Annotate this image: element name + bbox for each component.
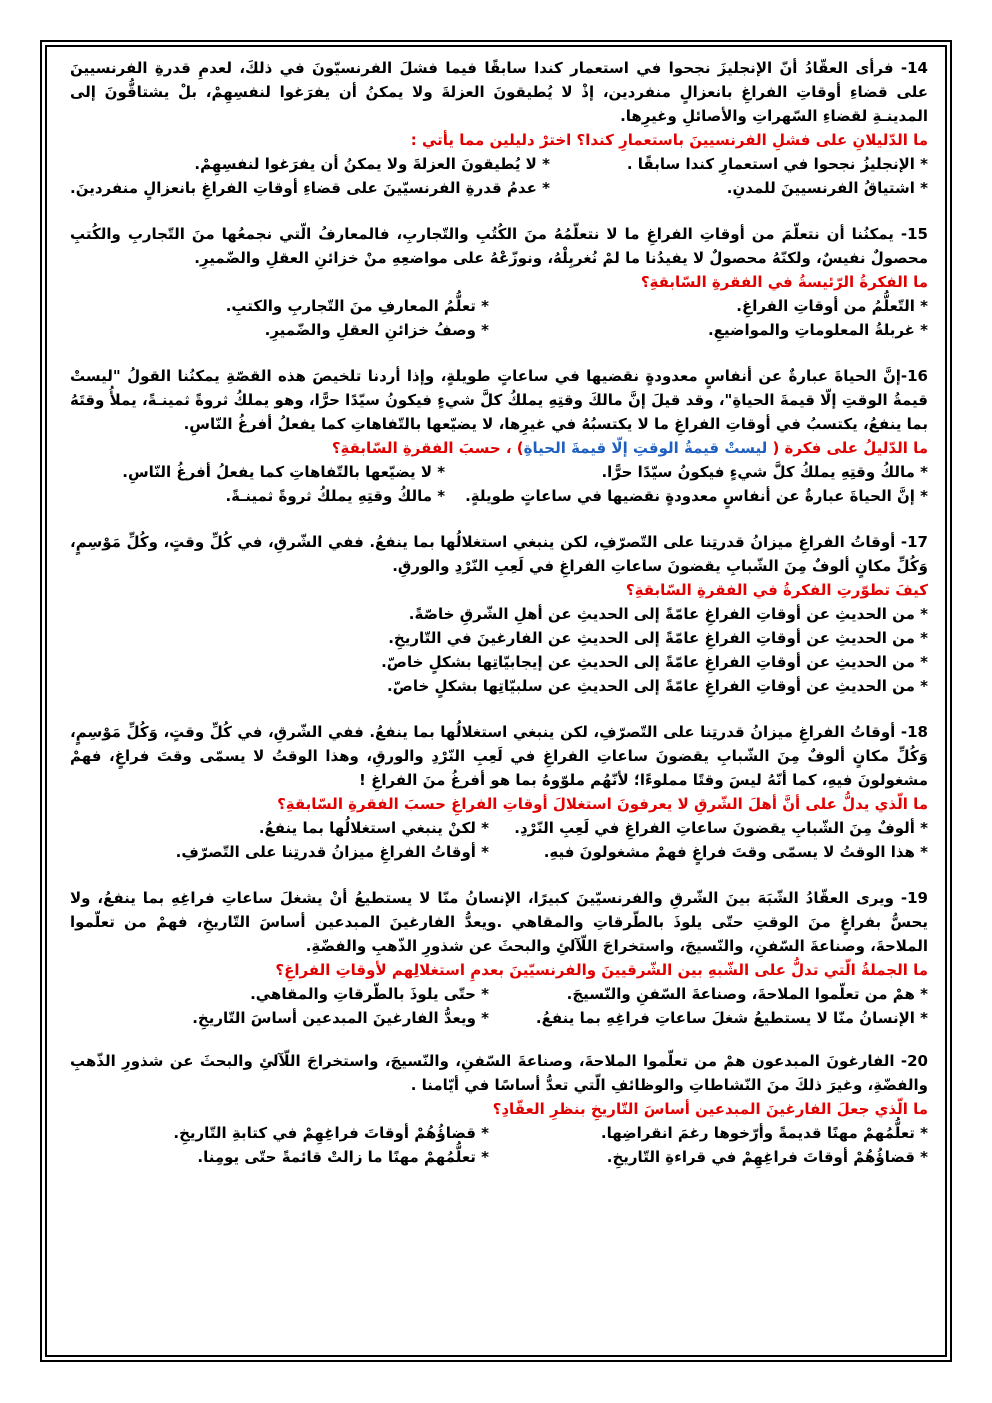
prompt-text: ما الجملةُ الّتي تدلُّ على الشّبهِ بين الشّرقيينَ والفرنسيّينَ بعدمِ استغلالِهم لأوقاتِ الفراغِ؟: [275, 961, 928, 979]
question-prompt: [70, 578, 928, 602]
answer-option[interactable]: * وصفُ خزائنِ العقلِ والضّميرِ.: [264, 321, 489, 339]
answer-option[interactable]: * الإنسانُ منّا لا يستطيعُ شغلَ ساعاتِ فراغِهِ بما ينفعُ.: [535, 1009, 928, 1027]
answer-option[interactable]: * التّعلُّمُ من أوقاتِ الفراغِ.: [736, 297, 928, 315]
prompt-text: ما الفكرةُ الرّئيسةُ في الفقرةِ السّابقةِ؟: [640, 273, 928, 291]
answer-option[interactable]: * مالكُ وقتِهِ يملكُ ثروةً ثمينـةً.: [225, 487, 446, 505]
answer-option[interactable]: * هذا الوقتُ لا يسمّى وقتَ فراغٍ فهمْ مشغولونَ فيهِ.: [543, 843, 928, 861]
question-16: [70, 364, 928, 508]
question-paragraph: 18- أوقاتُ الفراغِ ميزانُ قدرتِنا على التّصرّفِ، لكن ينبغي استغلالُها بما ينفعُ. ففي الشّرقِ، في كُلِّ وقتٍ، وَكُلِّ مَوْسِمٍ، وَكُلِّ مكانٍ ألوفٌ مِنَ الشّبابِ يقضونَ ساعاتِ الفراغِ في لَعِبِ النّرْدِ والورقِ، وهذا الوقتُ لا يسمّى وقتَ فراغٍ، فهمْ مشغولونَ فيهِ، كما أنّهُ ليسَ وقتًا مملوءًا؛ لأنّهُم ملوّوهُ بما هو أفرغُ منَ الفراغِ !: [70, 723, 928, 789]
question-paragraph: 19- ويرى العقّادُ الشّبَهَ بينَ الشّرقِ والفرنسيّينَ كبيرًا، الإنسانُ منّا لا يستطيعُ أنْ يشغلَ ساعاتِ فراغِهِ بما ينفعُ، ولا يحسُّ بفراغٍ منَ الوقتِ حتّى يلوذَ بالطّرقاتِ والمقاهي .ويعدُّ الفارغينَ المبدعين أساسَ التّاريخِ، فهمْ من تعلّموا الملاحةَ، وصناعةَ السّفنِ، والنّسيجَ، واستخراجَ اللّآلئِ والبحثَ عن شذورِ الذّهبِ والفضّةِ.: [70, 889, 928, 955]
answer-option[interactable]: * قضاؤُهُمْ أوقاتَ فراغِهِمْ في قراءةِ التّاريخِ.: [606, 1148, 928, 1166]
section-gap: [70, 698, 928, 720]
prompt-text: كيفَ تطوّرتِ الفكرةُ في الفقرةِ السّابقةِ؟: [625, 581, 928, 599]
answer-option[interactable]: * حتّى يلوذَ بالطّرقاتِ والمقاهي.: [250, 985, 489, 1003]
question-paragraph: 15- يمكنُنا أن نتعلّمَ من أوقاتِ الفراغِ ما لا نتعلّمُهُ منَ الكُتُبِ والتّجاربِ، فالمعارفُ الّتي نجمعُها منَ التّجاربِ والكُتبِ محصولٌ نفيسٌ، ولكنّهُ محصولٌ لا يفيدُنا ما لمْ نُغربِلْهُ، ونوزّعْهُ على مواضعِهِ منْ خزائنِ العقلِ والضّميرِ.: [70, 225, 928, 267]
question-prompt: [70, 958, 928, 982]
answer-option[interactable]: * همْ من تعلّموا الملاحةَ، وصناعةَ السّفنِ والنّسيجَ.: [566, 985, 928, 1003]
answer-option[interactable]: * قضاؤُهُمْ أوقاتَ فراغِهِمْ في كتابةِ التّاريخِ.: [173, 1124, 489, 1142]
answer-options: [70, 460, 928, 508]
answer-option[interactable]: * مالكُ وقتِهِ يملكُ كلَّ شيءٍ فيكونُ سيّدًا حرًّا.: [601, 463, 928, 481]
question-17: [70, 530, 928, 698]
question-prompt: [70, 270, 928, 294]
answer-option[interactable]: * تعلُّمُهمْ مهنًا ما زالتْ قائمةً حتّى يومِنا.: [197, 1148, 489, 1166]
question-paragraph: 16-إنَّ الحياةَ عبارةٌ عن أنفاسٍ معدودةٍ نقضيها في ساعاتٍ طويلةٍ، وإذا أردنا تلخيصَ هذه القصّةِ يمكنُنا القولُ "ليستْ قيمةُ الوقتِ إلّا قيمةَ الحياةِ"، وقد قيلَ إنَّ مالكَ وقتِهِ يملكُ كلَّ شيءٍ فيكونُ سيّدًا حرًّا، وهو يملكُ ثروةً ثمينـةً، يملأُ وقتَهُ بما ينفعُ، يكتسبُ في أوقاتِ الفراغِ ما لا يكتسبُهُ في غيرِها، لا يضيّعها بالتّفاهاتِ كما يفعلُ أفرغُ النّاسِ.: [70, 367, 928, 433]
answer-option[interactable]: * تعلُّمُهمْ مهنًا قديمةً وأرّخوها رغمَ انقراضِها.: [600, 1124, 928, 1142]
question-20: [70, 1049, 928, 1169]
answer-option[interactable]: * إنَّ الحياةَ عبارةٌ عن أنفاسٍ معدودةٍ نقضيها في ساعاتٍ طويلةٍ.: [465, 487, 928, 505]
question-paragraph: 17- أوقاتُ الفراغِ ميزانُ قدرتِنا على التّصرّفِ، لكن ينبغي استغلالُها بما ينفعُ. ففي الشّرقِ، في كُلِّ وقتٍ، وكُلِّ مَوْسِمٍ، وَكُلِّ مكانٍ ألوفٌ مِنَ الشّبابِ يقضونَ ساعاتِ الفراغِ في لَعِبِ النّرْدِ والورقِ.: [70, 533, 928, 575]
section-gap: [70, 342, 928, 364]
prompt-highlight: ليستْ قيمةُ الوقتِ إلّا قيمةَ الحياةِ: [523, 439, 773, 457]
answer-option[interactable]: * الإنجليزُ نجحوا في استعمارِ كندا سابقًا .: [626, 155, 928, 173]
section-gap: [70, 508, 928, 530]
answer-option[interactable]: * اشتياقُ الفرنسيينَ للمدنِ.: [726, 179, 928, 197]
prompt-tail: ) ، حسبَ الفقرةِ السّابقةِ؟: [331, 439, 524, 457]
answer-options: [70, 602, 928, 698]
answer-option[interactable]: * من الحديثِ عن أوقاتِ الفراغِ عامّةً إلى الحديثِ عن إيجابيّاتِها بشكلٍ خاصّ.: [381, 653, 928, 671]
question-paragraph: 20- الفارغونَ المبدعون همْ من تعلّموا الملاحةَ، وصناعةَ السّفنِ، والنّسيجَ، واستخراجَ اللّآلئِ والبحثَ عن شذورِ الذّهبِ والفضّةِ، وغيرَ ذلكَ منَ النّشاطاتِ والوظائفِ الّتي تعدُّ أساسًا في أيّامنا .: [70, 1052, 928, 1094]
answer-option[interactable]: * عدمُ قدرةِ الفرنسيّينَ على قضاءِ أوقاتِ الفراغِ بانعزالٍ منفردينَ.: [70, 179, 550, 197]
question-prompt: [70, 128, 928, 152]
answer-option[interactable]: * ويعدُّ الفارغينَ المبدعين أساسَ التّاريخِ.: [192, 1009, 489, 1027]
answer-option[interactable]: * أوقاتُ الفراغِ ميزانُ قدرتِنا على التّصرّفِ.: [175, 843, 489, 861]
question-prompt: [70, 436, 928, 460]
question-18: [70, 720, 928, 864]
answer-option[interactable]: * لكنْ ينبغي استغلالُها بما ينفعُ.: [258, 819, 489, 837]
answer-options: [70, 152, 928, 200]
answer-options: [70, 1121, 928, 1169]
answer-options: [70, 816, 928, 864]
section-gap: [70, 200, 928, 222]
answer-option[interactable]: * من الحديثِ عن أوقاتِ الفراغِ عامّةً إلى الحديثِ عن الفارغينَ في التّاريخِ.: [388, 629, 928, 647]
answer-option[interactable]: * من الحديثِ عن أوقاتِ الفراغِ عامّةً إلى الحديثِ عن أهلِ الشّرقِ خاصّةً.: [408, 605, 928, 623]
answer-options: [70, 294, 928, 342]
answer-option[interactable]: * غربلةُ المعلوماتِ والمواضيعِ.: [707, 321, 928, 339]
section-gap: [70, 864, 928, 886]
prompt-text: ما الّذي جعلَ الفارغينَ المبدعين أساسَ التّاريخِ بنظرِ العقّادِ؟: [492, 1100, 928, 1118]
section-gap: [70, 1030, 928, 1049]
answer-options: [70, 982, 928, 1030]
question-paragraph: 14- فرأى العقّادُ أنّ الإنجليزَ نجحوا في استعمار كندا سابقًا فيما فشلَ الفرنسيّونَ في ذلكَ، لعدمِ قدرةِ الفرنسيينَ على قضاءِ أوقاتِ الفراغِ بانعزالٍ منفردين، إذْ لا يُطيقونَ العزلةَ ولا يمكنُ أن يفرَغوا لنفسِهِمْ، بلْ يشتاقُّونَ إلى المدينـةِ لقضاءِ السّهراتِ والأصائلِ وغيرِها.: [70, 59, 928, 125]
question-15: [70, 222, 928, 342]
prompt-text: ما الدّليلانِ على فشلِ الفرنسيينَ باستعمارِ كندا؟ اخترْ دليلين مما يأتي :: [410, 131, 928, 149]
prompt-text: ما الّذي يدلُّ على أنَّ أهلَ الشّرقِ لا يعرفونَ استغلالَ أوقاتِ الفراغِ حسبَ الفقرةِ السّابقةِ؟: [277, 795, 928, 813]
answer-option[interactable]: * من الحديثِ عن أوقاتِ الفراغِ عامّةً إلى الحديثِ عن سلبيّاتِها بشكلٍ خاصّ.: [386, 677, 928, 695]
question-19: [70, 886, 928, 1030]
question-prompt: [70, 1097, 928, 1121]
answer-option[interactable]: * تعلُّمُ المعارفِ منَ التّجاربِ والكتبِ.: [225, 297, 489, 315]
worksheet-content: [70, 56, 928, 1169]
question-prompt: [70, 792, 928, 816]
answer-option[interactable]: * لا يضيّعها بالتّفاهاتِ كما يفعلُ أفرغُ النّاسِ.: [122, 463, 446, 481]
question-14: [70, 56, 928, 200]
prompt-text: ما الدّليلُ على فكرة (: [772, 439, 928, 457]
answer-option[interactable]: * لا يُطيقونَ العزلةَ ولا يمكنُ أن يفرَغوا لنفسِهِمْ.: [194, 155, 550, 173]
answer-option[interactable]: * ألوفٌ مِنَ الشّبابِ يقضونَ ساعاتِ الفراغِ في لَعِبِ النّرْدِ.: [514, 819, 928, 837]
